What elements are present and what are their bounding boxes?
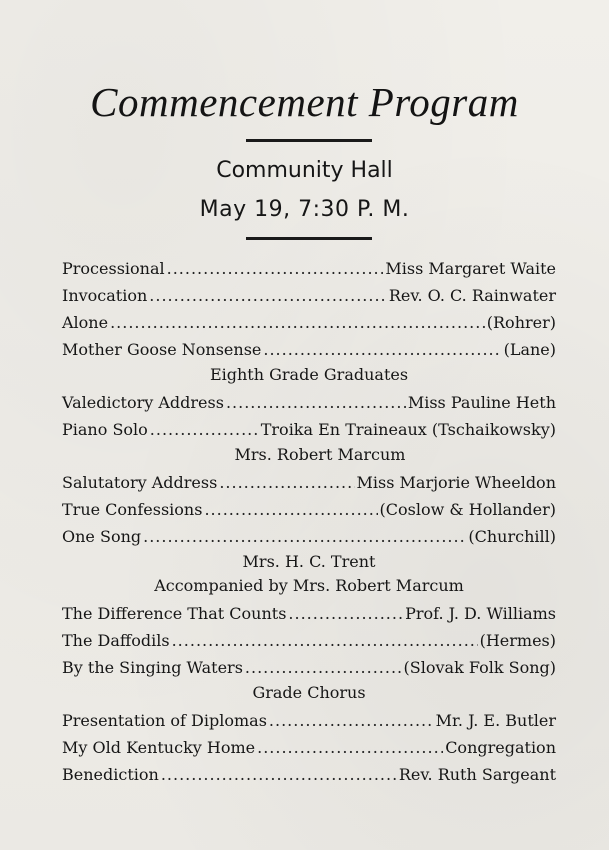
dot-leader	[219, 469, 354, 496]
program-performer: (Hermes)	[479, 631, 556, 650]
program-item: Presentation of Diplomas	[62, 711, 267, 730]
program-item: Alone	[62, 313, 109, 332]
program-item: Piano Solo	[62, 420, 148, 439]
program-line	[62, 336, 556, 363]
title-divider	[246, 139, 372, 142]
dot-leader	[204, 496, 377, 523]
program-performer: (Churchill)	[468, 527, 556, 546]
program-performer: (Lane)	[503, 340, 556, 359]
dot-leader	[269, 707, 434, 734]
program-line	[62, 416, 556, 443]
program-line	[62, 309, 556, 336]
dot-leader	[167, 255, 384, 282]
dot-leader	[149, 282, 387, 309]
program-performer: Congregation	[445, 738, 556, 757]
program-item: The Daffodils	[62, 631, 170, 650]
program-item: One Song	[62, 527, 142, 546]
event-date: May 19, 7:30 P. M.	[199, 197, 410, 222]
venue: Community Hall	[216, 158, 393, 183]
program-subtitle: Mrs. H. C. Trent	[242, 552, 376, 571]
program-performer: Miss Marjorie Wheeldon	[356, 473, 556, 492]
program-line	[62, 654, 556, 681]
program-line	[62, 761, 556, 788]
program-subtitle: Grade Chorus	[252, 683, 366, 702]
program-line	[62, 389, 556, 416]
program-list	[62, 255, 556, 788]
page-title: Commencement Program	[90, 79, 519, 125]
dot-leader	[110, 309, 485, 336]
dot-leader	[143, 523, 466, 550]
program-performer: Troika En Traineaux (Tschaikowsky)	[260, 420, 556, 439]
program-performer: Rev. O. C. Rainwater	[388, 286, 556, 305]
program-line	[62, 255, 556, 282]
program-performer: Prof. J. D. Williams	[405, 604, 556, 623]
program-item: Processional	[62, 259, 165, 278]
program-item: The Difference That Counts	[62, 604, 287, 623]
program-performer: Rev. Ruth Sargeant	[398, 765, 556, 784]
program-performer: Miss Pauline Heth	[407, 393, 556, 412]
program-item: Invocation	[62, 286, 148, 305]
dot-leader	[172, 627, 478, 654]
dot-leader	[288, 600, 403, 627]
program-line	[62, 523, 556, 550]
program-subtitle: Mrs. Robert Marcum	[234, 445, 406, 464]
dot-leader	[161, 761, 397, 788]
program-performer: (Rohrer)	[486, 313, 556, 332]
program-item: Mother Goose Nonsense	[62, 340, 262, 359]
program-item: Benediction	[62, 765, 159, 784]
program-line	[62, 734, 556, 761]
program-item: By the Singing Waters	[62, 658, 243, 677]
program-item: Valedictory Address	[62, 393, 224, 412]
dot-leader	[245, 654, 402, 681]
program-item: Salutatory Address	[62, 473, 218, 492]
program-item: True Confessions	[62, 500, 203, 519]
program-line	[62, 496, 556, 523]
dot-leader	[150, 416, 259, 443]
dot-leader	[226, 389, 406, 416]
program-performer: Mr. J. E. Butler	[435, 711, 556, 730]
dot-leader	[257, 734, 443, 761]
program-line	[62, 600, 556, 627]
header-divider	[246, 237, 372, 240]
program-line	[62, 707, 556, 734]
program-performer: (Coslow & Hollander)	[379, 500, 556, 519]
program-line	[62, 627, 556, 654]
program-subtitle: Eighth Grade Graduates	[209, 365, 409, 384]
program-line	[62, 282, 556, 309]
program-performer: Miss Margaret Waite	[385, 259, 556, 278]
program-performer: (Slovak Folk Song)	[403, 658, 556, 677]
program-subtitle: Accompanied by Mrs. Robert Marcum	[154, 576, 464, 595]
dot-leader	[263, 336, 501, 363]
program-line	[62, 469, 556, 496]
program-item: My Old Kentucky Home	[62, 738, 256, 757]
